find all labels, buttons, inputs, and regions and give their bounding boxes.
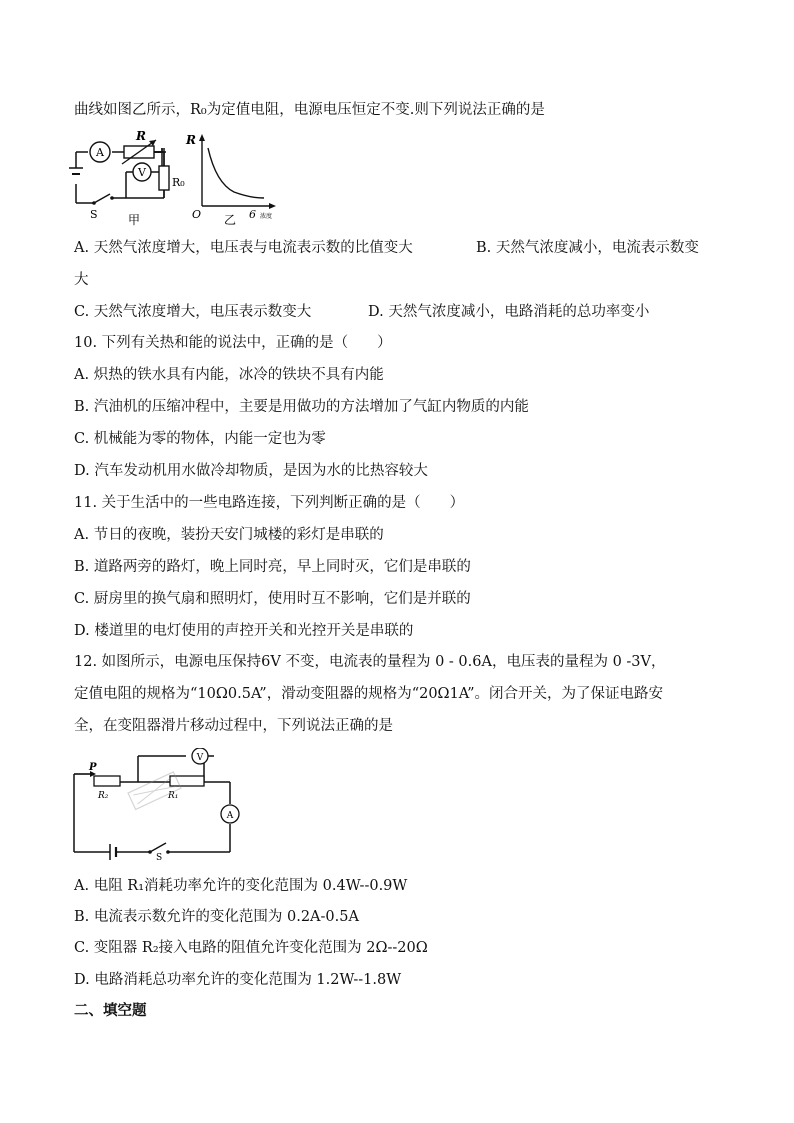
switch-label: S xyxy=(156,853,163,860)
resistor-r1-icon xyxy=(170,776,204,786)
resistance-concentration-graph xyxy=(199,134,276,209)
rheostat-label: R xyxy=(136,129,146,143)
q9-option-d: D. 天然气浓度减小，电路消耗的总功率变小 xyxy=(368,304,650,320)
figure-gas-sensor-circuit xyxy=(66,128,296,228)
q9-option-b-cont: 大 xyxy=(74,272,89,288)
q12-stem-line3: 全，在变阻器滑片移动过程中，下列说法正确的是 xyxy=(74,718,393,734)
q12-option-d: D. 电路消耗总功率允许的变化范围为 1.2W--1.8W xyxy=(74,972,402,988)
q9-option-c: C. 天然气浓度增大，电压表示数变大 xyxy=(74,304,312,320)
q11-option-b: B. 道路两旁的路灯，晚上同时亮，早上同时灭，它们是串联的 xyxy=(74,559,471,575)
switch-label: S xyxy=(90,208,98,221)
caption-yi: 乙 xyxy=(224,213,237,227)
q11-option-c: C. 厨房里的换气扇和照明灯，使用时互不影响，它们是并联的 xyxy=(74,591,471,607)
figure-q12-circuit xyxy=(70,748,240,860)
q12-option-b: B. 电流表示数允许的变化范围为 0.2A-0.5A xyxy=(74,909,359,925)
q11-option-d: D. 楼道里的电灯使用的声控开关和光控开关是串联的 xyxy=(74,623,414,639)
q9-option-a: A. 天然气浓度增大，电压表与电流表示数的比值变大 xyxy=(74,240,413,256)
graph-origin-label: O xyxy=(192,208,202,221)
q10-option-c: C. 机械能为零的物体，内能一定也为零 xyxy=(74,431,326,447)
q10-option-b: B. 汽油机的压缩冲程中，主要是用做功的方法增加了气缸内物质的内能 xyxy=(74,399,529,415)
fixed-resistor-label: R₀ xyxy=(172,176,185,189)
switch-icon xyxy=(94,194,110,203)
q10-stem: 10. 下列有关热和能的说法中，正确的是（ ） xyxy=(74,335,392,351)
rheostat-r2-icon xyxy=(94,776,120,786)
q11-option-a: A. 节日的夜晚，装扮天安门城楼的彩灯是串联的 xyxy=(74,527,384,543)
graph-y-label: R xyxy=(186,133,196,147)
ammeter-label: A xyxy=(96,146,104,159)
ammeter-label: A xyxy=(226,811,234,821)
q12-stem-line2: 定值电阻的规格为“10Ω0.5A”，滑动变阻器的规格为“20Ω1A”。闭合开关，为了保证电路安 xyxy=(74,686,664,702)
q10-option-a: A. 炽热的铁水具有内能，冰冷的铁块不具有内能 xyxy=(74,367,384,383)
q11-stem: 11. 关于生活中的一些电路连接，下列判断正确的是（ ） xyxy=(74,495,465,511)
caption-jia: 甲 xyxy=(128,213,141,227)
q9-option-b: B. 天然气浓度减小，电流表示数变 xyxy=(476,240,699,256)
q12-stem-line1: 12. 如图所示，电源电压保持6V 不变，电流表的量程为 0 - 0.6A，电压表的量程为 0 -3V， xyxy=(74,654,666,670)
fixed-resistor-icon xyxy=(159,166,169,190)
slider-label: P xyxy=(89,762,97,773)
voltmeter-label: V xyxy=(138,166,146,179)
graph-x-unit: 浓度 xyxy=(260,213,273,220)
q12-option-a: A. 电阻 R₁消耗功率允许的变化范围为 0.4W--0.9W xyxy=(74,878,408,894)
graph-x-value: 6 xyxy=(249,208,256,221)
q12-option-c: C. 变阻器 R₂接入电路的阻值允许变化范围为 2Ω--20Ω xyxy=(74,940,428,956)
q10-option-d: D. 汽车发动机用水做冷却物质，是因为水的比热容较大 xyxy=(74,463,428,479)
resistor-r1-label: R₁ xyxy=(168,791,179,801)
intro-text: 曲线如图乙所示，R₀为定值电阻，电源电压恒定不变.则下列说法正确的是 xyxy=(74,102,545,118)
rheostat-r2-label: R₂ xyxy=(98,791,109,801)
voltmeter-label: V xyxy=(196,753,204,763)
section-heading: 二、填空题 xyxy=(74,1003,147,1019)
switch-icon xyxy=(150,843,166,852)
